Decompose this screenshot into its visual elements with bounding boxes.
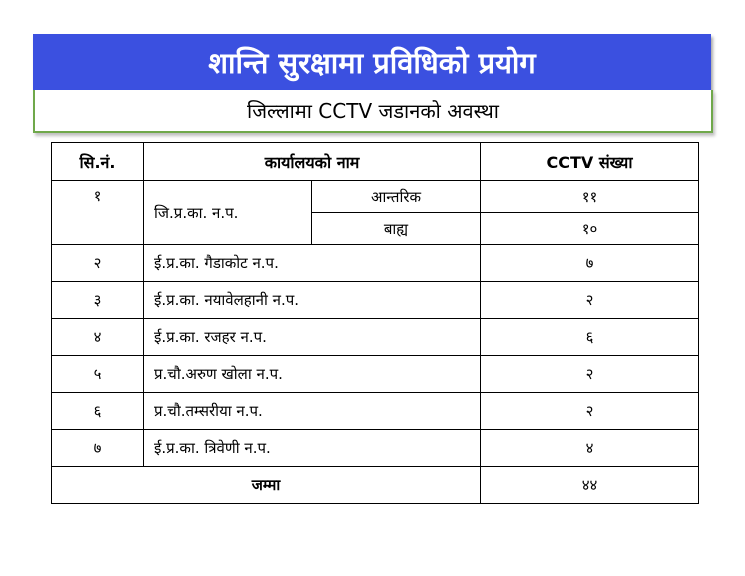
total-label: जम्मा bbox=[52, 467, 481, 504]
header-office: कार्यालयको नाम bbox=[144, 143, 481, 181]
table-row bbox=[52, 393, 699, 430]
sub-row-label: बाह्य bbox=[312, 213, 481, 245]
table-row bbox=[52, 181, 699, 213]
row-office: ई.प्र.का. त्रिवेणी न.प. bbox=[144, 430, 481, 467]
table-row bbox=[52, 356, 699, 393]
table-row bbox=[52, 245, 699, 282]
total-value: ४४ bbox=[481, 467, 699, 504]
table-row bbox=[52, 430, 699, 467]
row-sn: ३ bbox=[52, 282, 144, 319]
row-office: ई.प्र.का. नयावेलहानी न.प. bbox=[144, 282, 481, 319]
row-sn: १ bbox=[52, 181, 144, 245]
row-count: १० bbox=[481, 213, 699, 245]
row-sn: ७ bbox=[52, 430, 144, 467]
row-count: २ bbox=[481, 282, 699, 319]
row-sn: ४ bbox=[52, 319, 144, 356]
cctv-table bbox=[51, 142, 699, 504]
row-office: प्र.चौ.अरुण खोला न.प. bbox=[144, 356, 481, 393]
header-sn: सि.नं. bbox=[52, 143, 144, 181]
row-sn: ६ bbox=[52, 393, 144, 430]
row-count: ११ bbox=[481, 181, 699, 213]
row-count: ७ bbox=[481, 245, 699, 282]
row-sn: ५ bbox=[52, 356, 144, 393]
table-header-row bbox=[52, 143, 699, 181]
row-office: प्र.चौ.तम्सरीया न.प. bbox=[144, 393, 481, 430]
title-banner bbox=[33, 34, 711, 90]
row-office: ई.प्र.का. रजहर न.प. bbox=[144, 319, 481, 356]
row-office: जि.प्र.का. न.प. bbox=[144, 181, 312, 245]
sub-row-label: आन्तरिक bbox=[312, 181, 481, 213]
page-subtitle: जिल्लामा CCTV जडानको अवस्था bbox=[247, 99, 499, 123]
table-row bbox=[52, 282, 699, 319]
row-count: २ bbox=[481, 356, 699, 393]
header-cctv-count: CCTV संख्या bbox=[481, 143, 699, 181]
row-count: ४ bbox=[481, 430, 699, 467]
row-office: ई.प्र.का. गैडाकोट न.प. bbox=[144, 245, 481, 282]
row-count: ६ bbox=[481, 319, 699, 356]
total-row bbox=[52, 467, 699, 504]
subtitle-banner bbox=[33, 90, 713, 133]
row-sn: २ bbox=[52, 245, 144, 282]
table-row bbox=[52, 319, 699, 356]
row-count: २ bbox=[481, 393, 699, 430]
page-title: शान्ति सुरक्षामा प्रविधिको प्रयोग bbox=[208, 45, 536, 80]
